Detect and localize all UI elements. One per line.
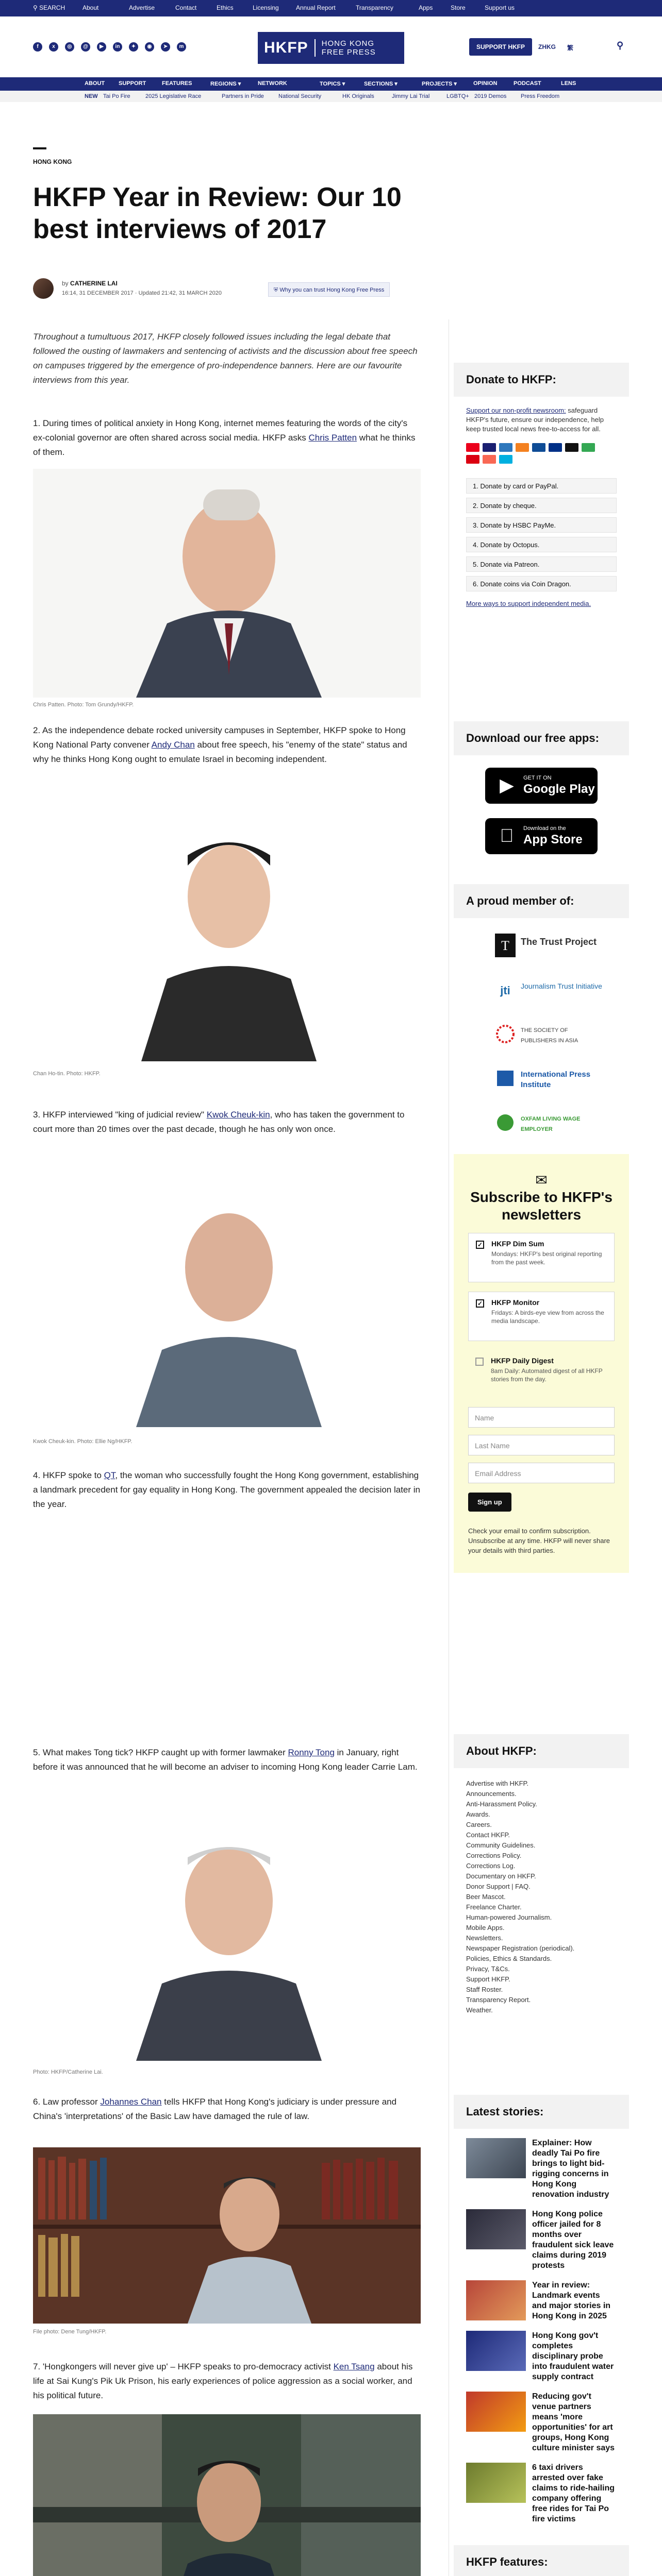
article-category[interactable]: HONG KONG <box>33 158 72 165</box>
amex-icon <box>499 443 512 452</box>
about-item[interactable]: Corrections Policy. <box>466 1852 522 1859</box>
paragraph-2 <box>33 723 421 767</box>
shield-icon: ⛨ <box>274 287 278 293</box>
option-title: HKFP Daily Digest <box>491 1357 554 1365</box>
author-name[interactable]: CATHERINE LAI <box>70 280 118 287</box>
nav-podcast[interactable]: PODCAST <box>514 80 541 87</box>
mastodon-icon[interactable]: m <box>177 42 186 52</box>
members-title: A proud member of: <box>454 884 629 918</box>
topbar-link-transparency[interactable]: Transparency <box>356 4 393 11</box>
latest-story[interactable] <box>454 2463 629 2524</box>
link-andy-chan[interactable]: Andy Chan <box>151 740 195 750</box>
topbar-link-apps[interactable]: Apps <box>419 4 433 11</box>
newsletter-option-monitor[interactable] <box>468 1292 615 1341</box>
member-trust-project[interactable] <box>454 923 629 968</box>
link-kwok-cheuk-kin[interactable]: Kwok Cheuk-kin <box>206 1110 270 1120</box>
donate-link[interactable]: Support our non-profit newsroom: <box>466 406 566 414</box>
latest-stories-widget <box>454 2095 629 2524</box>
story-thumbnail <box>466 2138 526 2178</box>
linkedin-icon[interactable]: in <box>113 42 122 52</box>
about-item[interactable]: Support HKFP. <box>466 1975 510 1983</box>
about-list <box>454 1768 629 2015</box>
donate-text: safeguard HKFP's future, ensure our independence, help keep trusted local news free-to-access for all. <box>466 406 604 433</box>
trending-hk-originals[interactable]: HK Originals <box>342 93 374 99</box>
email-input[interactable]: Email Address <box>468 1463 615 1483</box>
photo-johannes-chan <box>33 2147 421 2324</box>
trending-national-security[interactable]: National Security <box>278 93 322 99</box>
p2-end: about free speech, his "enemy of the state" status and why he thinks Hong Kong ought to emulate Israel in becoming independent. <box>33 740 407 764</box>
site-logo[interactable] <box>258 32 404 64</box>
svg-text:jti: jti <box>500 984 510 997</box>
latest-title: Latest stories: <box>454 2095 629 2129</box>
donate-option-card[interactable]: 1. Donate by card or PayPal. <box>466 478 617 494</box>
donate-option-octopus[interactable]: 4. Donate by Octopus. <box>466 537 617 552</box>
caption-1: Chris Patten. Photo: Tom Grundy/HKFP. <box>33 702 134 708</box>
trending-press-freedom[interactable]: Press Freedom <box>521 93 560 99</box>
about-item[interactable]: Transparency Report. <box>466 1996 531 2004</box>
category-rule <box>33 147 46 149</box>
jcb-icon <box>532 443 545 452</box>
trending-legislative-race[interactable]: 2025 Legislative Race <box>145 93 202 99</box>
about-item[interactable]: Community Guidelines. <box>466 1841 536 1849</box>
p3-text: 3. HKFP interviewed "king of judicial review" <box>33 1110 205 1120</box>
member-oxfam-name: OXFAM LIVING WAGE EMPLOYER <box>521 1116 581 1132</box>
p7-end: about his life at Sai Kung's Pik Uk Prison, his early experiences of police aggression as a social worker, and his political future. <box>33 2362 413 2400</box>
octopus-icon <box>499 455 512 464</box>
about-item[interactable]: Newsletters. <box>466 1934 503 1942</box>
about-item[interactable]: Human-powered Journalism. <box>466 1913 552 1921</box>
ipi-icon <box>495 1066 516 1090</box>
about-item[interactable]: Documentary on HKFP. <box>466 1872 536 1880</box>
rss-icon[interactable]: ◉ <box>145 42 154 52</box>
option-title: HKFP Monitor <box>491 1298 540 1307</box>
google-play-button[interactable] <box>485 768 598 804</box>
donate-widget <box>454 363 629 616</box>
about-item[interactable]: Corrections Log. <box>466 1862 516 1870</box>
app-store-button[interactable] <box>485 818 598 854</box>
byline-prefix: by <box>62 280 69 287</box>
caption-2: Chan Ho-tin. Photo: HKFP. <box>33 1071 101 1077</box>
p5-end: in January, right before it was announced that he will become an adviser to incoming Hong Kong leader Carrie Lam. <box>33 1748 418 1772</box>
logo-name <box>316 39 376 57</box>
nav-sections[interactable]: SECTIONS ▾ <box>364 81 398 87</box>
features-widget <box>454 2545 629 2576</box>
trending-partners-in-pride[interactable]: Partners in Pride <box>222 93 264 99</box>
trending-2019-demos[interactable]: 2019 Demos <box>474 93 507 99</box>
member-oxfam[interactable] <box>454 1100 629 1145</box>
newsletter-box <box>454 1154 629 1573</box>
about-item[interactable]: Careers. <box>466 1821 492 1828</box>
p1-text: 1. During times of political anxiety in Hong Kong, internet memes featuring the words of the city's ex-colonial governor are often shared across social media. HKFP asks <box>33 418 408 443</box>
zhkg-link[interactable]: ZHKG <box>538 43 556 50</box>
about-item[interactable]: Beer Mascot. <box>466 1893 506 1901</box>
paragraph-6 <box>33 2095 421 2124</box>
about-item[interactable]: Announcements. <box>466 1790 517 1798</box>
caption-3: Kwok Cheuk-kin. Photo: Ellie Ng/HKFP. <box>33 1438 133 1445</box>
threads-icon[interactable]: @ <box>81 42 90 52</box>
search-label: SEARCH <box>39 4 65 11</box>
svg-text:T: T <box>501 938 509 953</box>
caption-6: File photo: Dene Tung/HKFP. <box>33 2329 107 2335</box>
trending-jimmy-lai[interactable]: Jimmy Lai Trial <box>392 93 430 99</box>
about-item[interactable]: Staff Roster. <box>466 1986 503 1993</box>
about-item[interactable]: Weather. <box>466 2006 493 2014</box>
donate-option-cheque[interactable]: 2. Donate by cheque. <box>466 498 617 513</box>
about-item[interactable]: Advertise with HKFP. <box>466 1780 529 1787</box>
discover-icon <box>516 443 529 452</box>
p3-end: , who has taken the government to court more than 20 times over the past decade, though he has only won once. <box>33 1110 405 1134</box>
about-widget <box>454 1734 629 2015</box>
paragraph-7 <box>33 2360 421 2403</box>
nav-network[interactable]: NETWORK <box>258 80 287 87</box>
site-header <box>0 16 662 77</box>
member-sopa-name: THE SOCIETY OF PUBLISHERS IN ASIA <box>521 1027 578 1044</box>
instagram-icon[interactable]: ◎ <box>65 42 74 52</box>
photo-ronny-tong <box>33 1798 421 2061</box>
story-thumbnail <box>466 2280 526 2320</box>
trust-hkfp-link[interactable] <box>268 282 390 297</box>
story-title[interactable]: Hong Kong gov't completes disciplinary probe into fraudulent water supply contract <box>532 2331 614 2381</box>
p5-text: 5. What makes Tong tick? HKFP caught up with former lawmaker <box>33 1748 286 1757</box>
option-desc: 8am Daily: Automated digest of all HKFP stories from the day. <box>491 1367 603 1383</box>
google-play-big: Google Play <box>523 782 595 796</box>
checkbox-monitor[interactable]: ✓ <box>476 1299 484 1308</box>
article-intro: Throughout a tumultuous 2017, HKFP closely followed issues including the legal debate that followed the ousting of lawmakers and sentencing of activists and the discussion about free speech on campuses triggered by the emergence of pro-independence banners. Here are our favourite interviews from this year. <box>33 332 418 385</box>
newsletter-widget <box>454 1154 629 1573</box>
logo-mark: HKFP <box>258 39 316 57</box>
apple-pay-icon <box>565 443 578 452</box>
support-hkfp-button[interactable]: SUPPORT HKFP <box>469 38 532 56</box>
story-thumbnail <box>466 2331 526 2371</box>
nav-regions[interactable]: REGIONS ▾ <box>210 81 241 87</box>
story-thumbnail <box>466 2463 526 2503</box>
apple-icon <box>496 825 517 846</box>
story-title[interactable]: Reducing gov't venue partners means 'more opportunities' for art groups, Hong Kong culture minister says <box>532 2392 615 2452</box>
topbar-link-ethics[interactable]: Ethics <box>217 4 234 11</box>
nav-opinion[interactable]: OPINION <box>473 80 498 87</box>
latest-story[interactable] <box>454 2392 629 2453</box>
p6-end: tells HKFP that Hong Kong's judiciary is under pressure and China's 'interpretations' of the Basic Law have damaged the rule of law. <box>33 2097 397 2121</box>
story-thumbnail <box>466 2209 526 2249</box>
newsletter-option-daily-digest[interactable] <box>468 1350 615 1400</box>
p1-end: what he thinks of them. <box>33 433 416 457</box>
about-item[interactable]: Newspaper Registration (periodical). <box>466 1944 575 1952</box>
paragraph-3 <box>33 1108 421 1137</box>
newsletter-title: Subscribe to HKFP's newsletters <box>470 1189 613 1223</box>
about-item[interactable]: Policies, Ethics & Standards. <box>466 1955 552 1962</box>
google-pay-icon <box>582 443 595 452</box>
member-ipi-name: International Press Institute <box>521 1070 591 1089</box>
latest-story[interactable] <box>454 2209 629 2271</box>
visa-icon <box>483 443 496 452</box>
x-icon[interactable]: x <box>49 42 58 52</box>
play-store-icon: ▶ <box>500 774 514 795</box>
main-navigation <box>0 77 662 91</box>
topbar-link-support[interactable]: Support us <box>485 4 515 11</box>
about-item[interactable]: Anti-Harassment Policy. <box>466 1800 537 1808</box>
member-sopa[interactable] <box>454 1012 629 1056</box>
features-title: HKFP features: <box>454 2545 629 2576</box>
photo-kwok-cheuk-kin <box>33 1159 421 1427</box>
photo-ken-tsang <box>33 2414 421 2576</box>
more-ways-link[interactable]: More ways to support independent media. <box>466 600 591 607</box>
trending-label: NEW <box>85 93 98 99</box>
donate-option-coins[interactable]: 6. Donate coins via Coin Dragon. <box>466 576 617 591</box>
paragraph-1 <box>33 416 421 460</box>
p7-text: 7. 'Hongkongers will never give up' – HKFP speaks to pro-democracy activist <box>33 2362 331 2371</box>
story-title[interactable]: Hong Kong police officer jailed for 8 months over fraudulent sick leave claims during 2019 protests <box>532 2210 614 2270</box>
photo-chris-patten <box>33 469 421 698</box>
nav-about[interactable]: ABOUT <box>85 80 105 87</box>
about-item[interactable]: Donor Support | FAQ. <box>466 1883 531 1890</box>
about-item[interactable]: Mobile Apps. <box>466 1924 505 1931</box>
hsbc-icon <box>466 455 479 464</box>
nav-topics[interactable]: TOPICS ▾ <box>320 81 345 87</box>
social-links <box>33 42 186 52</box>
trust-project-icon <box>495 934 516 957</box>
top-utility-bar <box>0 0 662 16</box>
search-link[interactable]: ⚲ SEARCH <box>33 4 65 11</box>
latest-story[interactable] <box>454 2280 629 2321</box>
logo-line-1: HONG KONG <box>321 39 375 48</box>
article-dates: 16:14, 31 DECEMBER 2017 · Updated 21:42, 31 MARCH 2020 <box>62 290 222 296</box>
newsletter-option-dim-sum[interactable] <box>468 1233 615 1282</box>
topbar-link-about[interactable]: About <box>82 4 99 11</box>
search-icon[interactable]: ⚲ <box>617 40 624 50</box>
link-ken-tsang[interactable]: Ken Tsang <box>333 2362 375 2371</box>
p4-end: , the woman who successfully fought the Hong Kong government, establishing a landmark precedent for gay equality in Hong Kong. The government appealed the decision later in the year. <box>33 1470 420 1509</box>
about-item[interactable]: Privacy, T&Cs. <box>466 1965 510 1973</box>
app-store-small: Download on the <box>523 825 566 832</box>
paragraph-5 <box>33 1745 421 1774</box>
option-desc: Mondays: HKFP's best original reporting from the past week. <box>491 1250 602 1266</box>
topbar-link-advertise[interactable]: Advertise <box>129 4 155 11</box>
oxfam-icon <box>495 1111 516 1134</box>
google-play-small: GET IT ON <box>523 775 552 781</box>
jti-icon <box>495 978 516 1002</box>
donate-option-patreon[interactable]: 5. Donate via Patreon. <box>466 556 617 572</box>
paragraph-4 <box>33 1468 421 1512</box>
donate-option-payme[interactable]: 3. Donate by HSBC PayMe. <box>466 517 617 533</box>
latest-story[interactable] <box>454 2331 629 2382</box>
nav-features[interactable]: FEATURES <box>162 80 192 87</box>
story-title[interactable]: Year in review: Landmark events and major stories in Hong Kong in 2025 <box>532 2281 611 2320</box>
sopa-icon <box>495 1022 516 1046</box>
facebook-icon[interactable]: f <box>33 42 42 52</box>
name-input[interactable]: Name <box>468 1407 615 1428</box>
about-item[interactable]: Contact HKFP. <box>466 1831 510 1839</box>
trending-lgbtq[interactable]: LGBTQ+ <box>446 93 469 99</box>
about-item[interactable]: Awards. <box>466 1810 490 1818</box>
link-chris-patten[interactable]: Chris Patten <box>308 433 357 443</box>
bluesky-icon[interactable]: ✦ <box>129 42 138 52</box>
sign-up-button[interactable]: Sign up <box>468 1493 511 1512</box>
option-desc: Fridays: A birds-eye view from across the media landscape. <box>491 1309 604 1325</box>
logo-line-2: FREE PRESS <box>321 48 376 57</box>
link-johannes-chan[interactable]: Johannes Chan <box>100 2097 162 2107</box>
newsletter-note: Check your email to confirm subscription. Unsubscribe at any time. HKFP will never share your details with third parties. <box>468 1527 610 1554</box>
latest-story[interactable] <box>454 2138 629 2200</box>
p2-text: 2. As the independence debate rocked university campuses in September, HKFP spoke to Hong Kong National Party convener <box>33 725 406 750</box>
p4-text: 4. HKFP spoke to <box>33 1470 102 1480</box>
nav-support[interactable]: SUPPORT <box>119 80 146 87</box>
mastercard-icon <box>466 443 479 452</box>
story-title[interactable]: Explainer: How deadly Tai Po fire brings to light bid-rigging concerns in Hong Kong renovation industry <box>532 2139 609 2199</box>
checkbox-daily-digest[interactable] <box>475 1358 484 1366</box>
nav-lens[interactable]: LENS <box>561 80 576 87</box>
member-ipi[interactable] <box>454 1056 629 1100</box>
chinese-language-link[interactable]: 繁 <box>567 44 574 52</box>
topbar-link-store[interactable]: Store <box>451 4 466 11</box>
article-headline: HKFP Year in Review: Our 10 best interviews of 2017 <box>33 182 402 244</box>
story-thumbnail <box>466 2392 526 2432</box>
topbar-link-annual-report[interactable]: Annual Report <box>296 4 336 11</box>
checkbox-dim-sum[interactable]: ✓ <box>476 1241 484 1249</box>
topbar-link-licensing[interactable]: Licensing <box>253 4 279 11</box>
option-title: HKFP Dim Sum <box>491 1240 544 1248</box>
app-store-big: App Store <box>523 833 583 846</box>
donate-description <box>454 404 629 434</box>
link-qt[interactable]: QT <box>104 1470 115 1480</box>
topbar-link-contact[interactable]: Contact <box>175 4 197 11</box>
trending-tai-po-fire[interactable]: Tai Po Fire <box>103 93 130 99</box>
members-widget <box>454 884 629 1145</box>
byline <box>62 280 118 287</box>
p6-text: 6. Law professor <box>33 2097 98 2107</box>
last-name-input[interactable]: Last Name <box>468 1435 615 1455</box>
youtube-icon[interactable]: ▶ <box>97 42 106 52</box>
apps-widget <box>454 721 629 854</box>
about-item[interactable]: Freelance Charter. <box>466 1903 522 1911</box>
payment-methods <box>454 434 608 468</box>
apps-title: Download our free apps: <box>454 721 629 755</box>
caption-5: Photo: HKFP/Catherine Lai. <box>33 2069 103 2075</box>
patreon-icon <box>483 455 496 464</box>
author-avatar[interactable] <box>33 278 54 299</box>
story-title[interactable]: 6 taxi drivers arrested over fake claims to ride-hailing company offering free rides for Tai Po fire victims <box>532 2463 615 2523</box>
telegram-icon[interactable]: ➤ <box>161 42 170 52</box>
member-jti-name: Journalism Trust Initiative <box>521 982 602 990</box>
member-trust-project-name: The Trust Project <box>521 937 597 947</box>
envelope-icon: ✉ <box>535 1172 548 1188</box>
donate-title: Donate to HKFP: <box>454 363 629 397</box>
link-ronny-tong[interactable]: Ronny Tong <box>288 1748 335 1757</box>
photo-andy-chan <box>33 793 421 1061</box>
trending-navigation <box>0 91 662 102</box>
paypal-icon <box>549 443 562 452</box>
member-jti[interactable] <box>454 968 629 1012</box>
about-title: About HKFP: <box>454 1734 629 1768</box>
trust-label: Why you can trust Hong Kong Free Press <box>279 287 385 293</box>
nav-projects[interactable]: PROJECTS ▾ <box>422 81 457 87</box>
